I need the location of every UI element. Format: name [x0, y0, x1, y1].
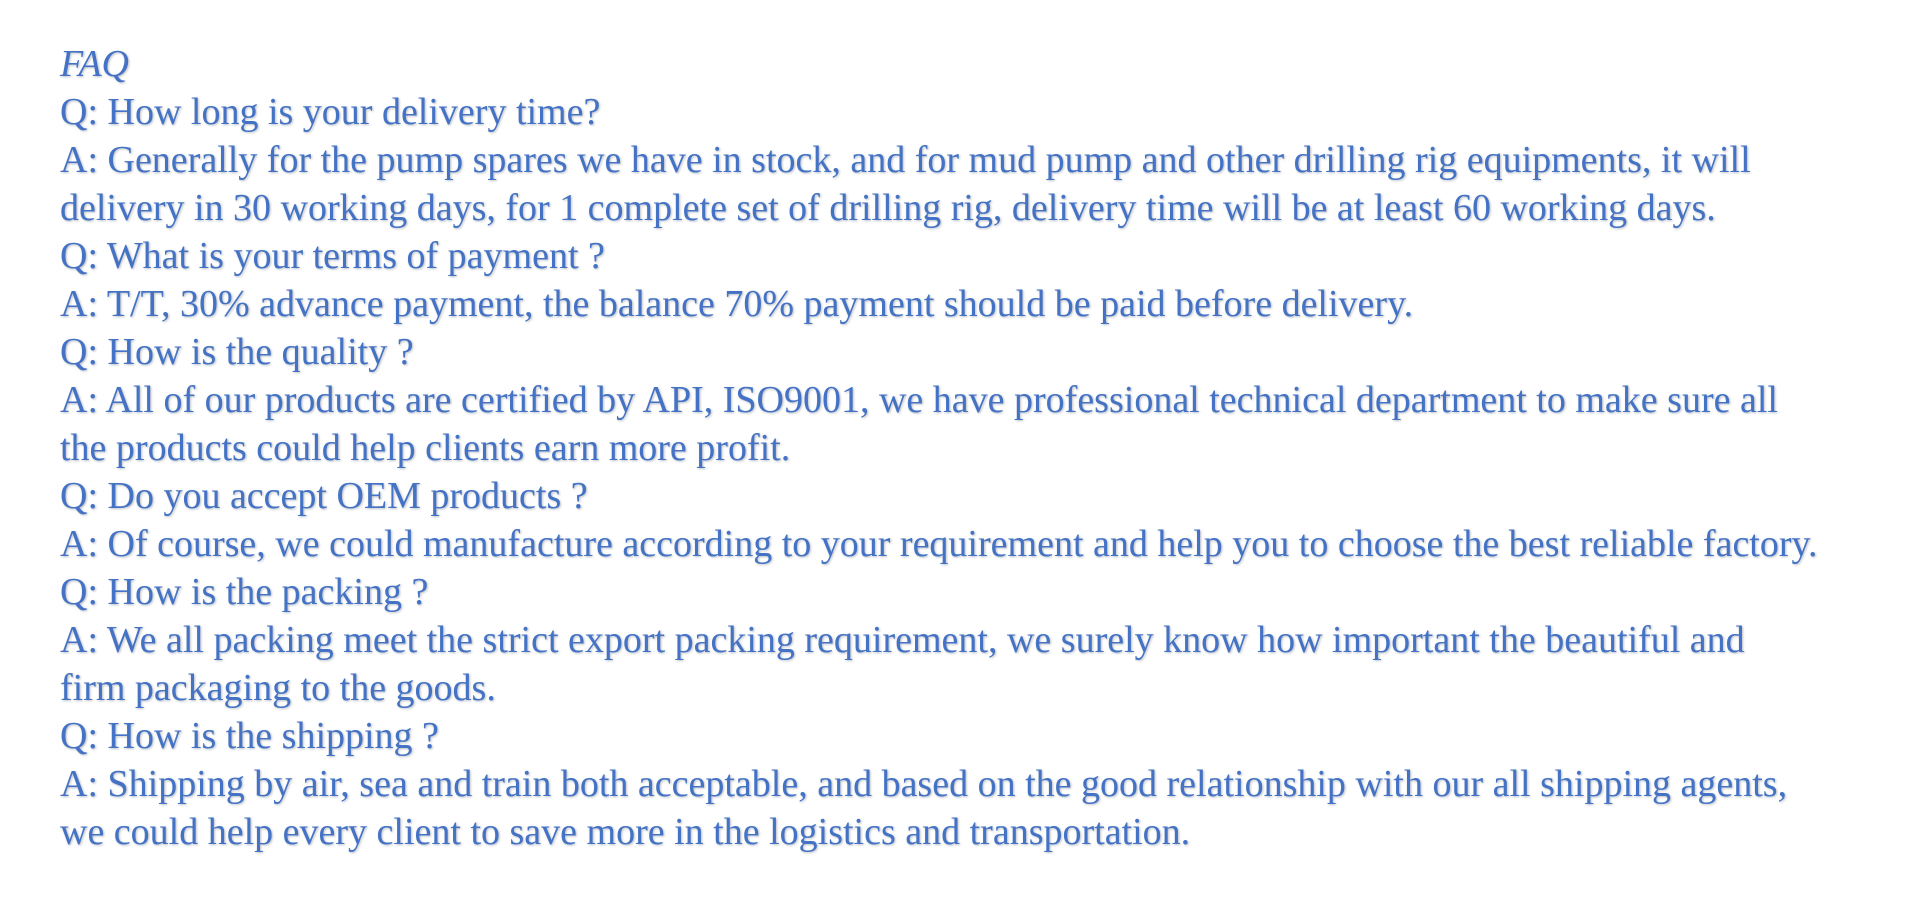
faq-question: Q: How long is your delivery time?: [60, 91, 601, 133]
faq-title: FAQ: [60, 43, 129, 85]
faq-answer-line: we could help every client to save more in the logistics and transportation.: [60, 811, 1191, 853]
faq-answer-line: A: All of our products are certified by API, ISO9001, we have professional technical department to make sure all: [60, 379, 1778, 421]
faq-question: Q: What is your terms of payment ?: [60, 235, 605, 277]
faq-answer-line: A: T/T, 30% advance payment, the balance 70% payment should be paid before delivery.: [60, 283, 1414, 325]
faq-item: [60, 88, 1910, 232]
faq-question: Q: How is the packing ?: [60, 571, 429, 613]
faq-document: [60, 40, 1910, 856]
faq-answer-line: A: Shipping by air, sea and train both acceptable, and based on the good relationship with our all shipping agents,: [60, 763, 1788, 805]
faq-item: [60, 472, 1910, 568]
faq-answer-line: A: We all packing meet the strict export packing requirement, we surely know how important the beautiful and: [60, 619, 1745, 661]
faq-answer-line: A: Generally for the pump spares we have in stock, and for mud pump and other drilling rig equipments, it will: [60, 139, 1751, 181]
faq-answer-line: the products could help clients earn more profit.: [60, 427, 791, 469]
faq-item: [60, 328, 1910, 472]
faq-item: [60, 568, 1910, 712]
faq-answer-line: firm packaging to the goods.: [60, 667, 496, 709]
faq-question: Q: How is the quality ?: [60, 331, 414, 373]
faq-item: [60, 232, 1910, 328]
faq-question: Q: Do you accept OEM products ?: [60, 475, 588, 517]
faq-answer-line: delivery in 30 working days, for 1 complete set of drilling rig, delivery time will be at least 60 working days.: [60, 187, 1716, 229]
faq-answer-line: A: Of course, we could manufacture according to your requirement and help you to choose the best reliable factory.: [60, 523, 1818, 565]
faq-question: Q: How is the shipping ?: [60, 715, 439, 757]
faq-item: [60, 712, 1910, 856]
